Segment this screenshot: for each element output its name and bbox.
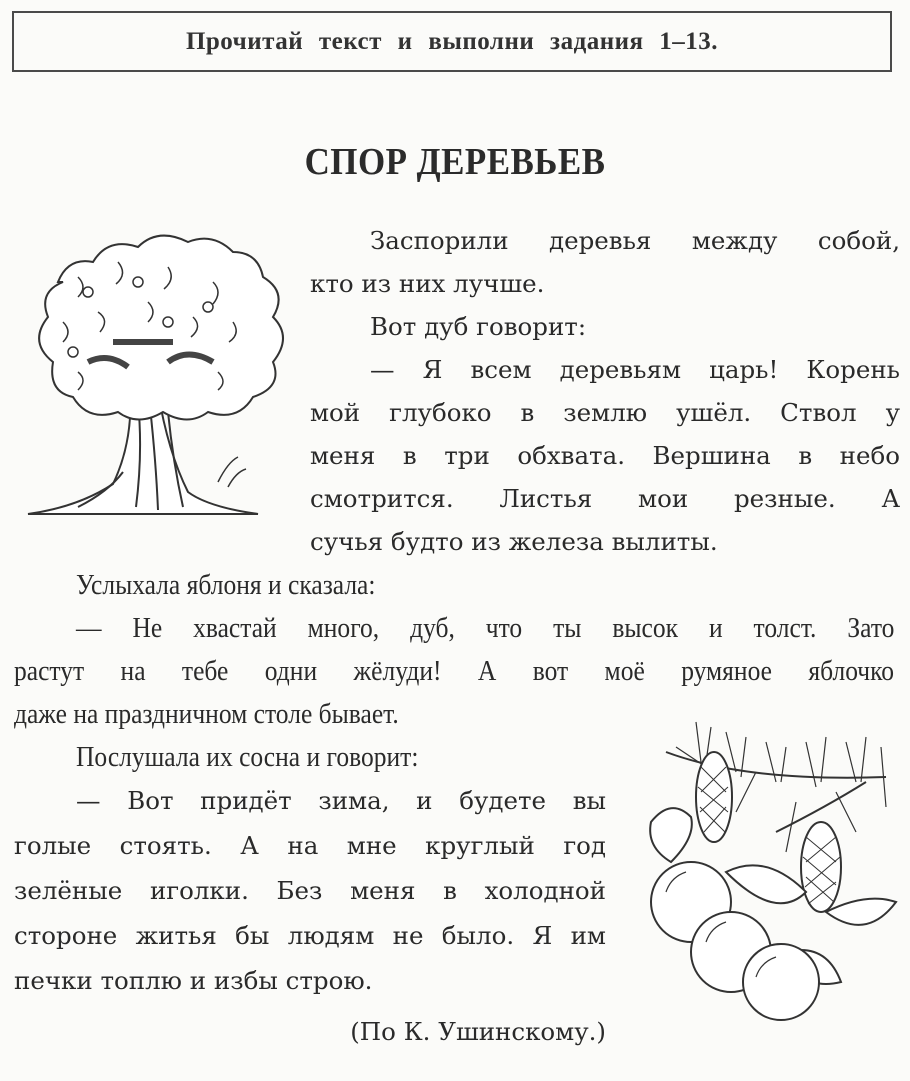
story-line: стороне житья бы людям не было. Я им — [14, 921, 606, 950]
story-line: печки топлю и избы строю. — [14, 966, 373, 995]
task-instruction-box — [12, 11, 892, 72]
story-line: Послушала их сосна и говорит: — [76, 741, 419, 773]
task-instruction: Прочитай текст и выполни задания 1–13. — [185, 27, 719, 55]
story-line: растут на тебе одни жёлуди! А вот моё румяное яблочко — [14, 655, 894, 687]
story-line: Заспорили деревья между собой, — [370, 226, 900, 255]
story-line: кто из них лучше. — [310, 269, 545, 298]
story-line: Услыхала яблоня и сказала: — [76, 569, 376, 601]
story-line: голые стоять. А на мне круглый год — [14, 831, 606, 860]
oak-tree-icon — [18, 222, 290, 522]
story-line: — Не хвастай много, дуб, что ты высок и толст. Зато — [76, 612, 895, 644]
story-line: сучья будто из железа вылиты. — [310, 527, 718, 556]
story-attribution: (По К. Ушинскому.) — [350, 1017, 606, 1046]
story-line: Вот дуб говорит: — [370, 312, 587, 341]
story-line: зелёные иголки. Без меня в холодной — [14, 876, 606, 905]
story-title: СПОР ДЕРЕВЬЕВ — [304, 141, 606, 183]
story-line: смотрится. Листья мои резные. А — [310, 484, 900, 513]
story-line: меня в три обхвата. Вершина в небо — [310, 441, 900, 470]
story-line: — Вот придёт зима, и будете вы — [76, 786, 606, 815]
story-line: — Я всем деревьям царь! Корень — [370, 355, 900, 384]
pine-branch-apples-icon — [636, 712, 906, 1022]
story-line: даже на праздничном столе бывает. — [14, 698, 399, 730]
story-line: мой глубоко в землю ушёл. Ствол у — [310, 398, 900, 427]
